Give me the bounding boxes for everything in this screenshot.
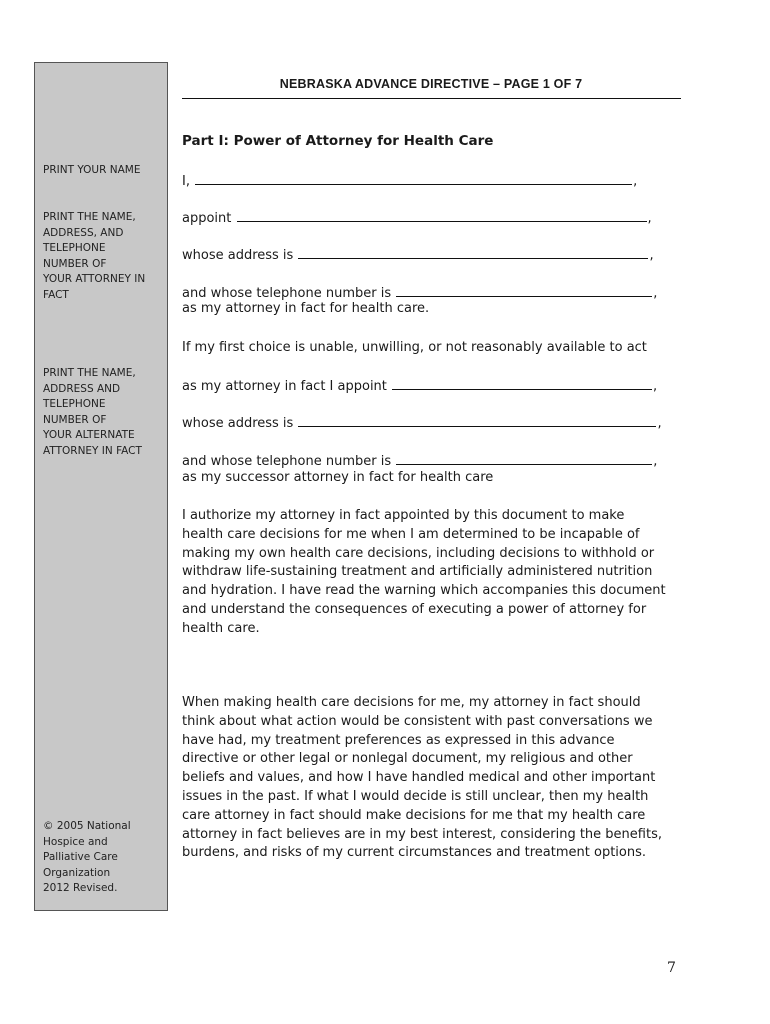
instructions-sidebar [34,62,168,911]
name-comma: , [633,174,638,189]
address-comma: , [649,248,654,263]
copyright-notice: © 2005 National Hospice and Palliative Care Organization 2012 Revised. [43,820,131,894]
print-alternate-instruction: PRINT THE NAME, ADDRESS AND TELEPHONE NUMBER OF YOUR ALTERNATE ATTORNEY IN FACT [43,367,142,457]
alternate-address-label: whose address is [182,416,294,431]
alternate-appoint-comma: , [653,379,658,394]
page-title: NEBRASKA ADVANCE DIRECTIVE – PAGE 1 OF 7 [279,77,583,91]
attorney-telephone-field[interactable] [396,283,652,297]
part-heading: Part I: Power of Attorney for Health Care [182,133,494,149]
alternate-telephone-label: and whose telephone number is [182,454,392,469]
authorize-paragraph: I authorize my attorney in fact appointed by this document to make health care decisions for me when I am determined to be incapable of making my own health care decisions, including decisions to withhold or withdraw life-sustaining treatment and artificially administered nutrition and hydration. I have read the warning which accompanies this document and understand the consequences of executing a power of attorney for health care. [182,508,666,636]
telephone-label: and whose telephone number is [182,286,392,301]
address-label: whose address is [182,248,294,263]
alternate-address-field[interactable] [298,413,656,427]
appoint-label: appoint [182,211,232,226]
alternate-telephone-comma: , [653,454,658,469]
print-name-instruction: PRINT YOUR NAME [43,164,141,176]
name-field[interactable] [195,171,632,185]
address-line [182,245,654,265]
attorney-name-field[interactable] [237,208,647,222]
title-underline [182,98,681,99]
alternate-telephone-field[interactable] [396,451,652,465]
appoint-line [182,208,652,228]
attorney-suffix: as my attorney in fact for health care. [182,301,430,316]
alternate-appoint-label: as my attorney in fact I appoint [182,379,387,394]
guidance-paragraph: When making health care decisions for me, my attorney in fact should think about what action would be consistent with past conversations we have had, my treatment preferences as expressed in this advance directive or other legal or nonlegal document, my religious and other beliefs and values, and how I have handled medical and other important issues in the past. If what I would decide is still unclear, then my health care attorney in fact should make decisions for me that my health care attorney in fact believes are in my best interest, considering the benefits, burdens, and risks of my current circumstances and treatment options. [182,695,662,861]
alternate-appoint-line [182,376,657,396]
print-attorney-instruction: PRINT THE NAME, ADDRESS, AND TELEPHONE NUMBER OF YOUR ATTORNEY IN FACT [43,211,146,301]
alternate-suffix: as my successor attorney in fact for health care [182,470,494,485]
page-number: 7 [667,960,676,976]
alternate-name-field[interactable] [392,376,652,390]
alternate-address-comma: , [657,416,662,431]
attorney-address-field[interactable] [298,245,648,259]
alternate-intro: If my first choice is unable, unwilling, or not reasonably available to act [182,340,647,355]
appoint-comma: , [647,211,652,226]
name-line [182,171,637,191]
alternate-telephone-line [182,451,657,471]
alternate-address-line [182,413,662,433]
telephone-comma: , [653,286,658,301]
name-prefix: I, [182,174,190,189]
